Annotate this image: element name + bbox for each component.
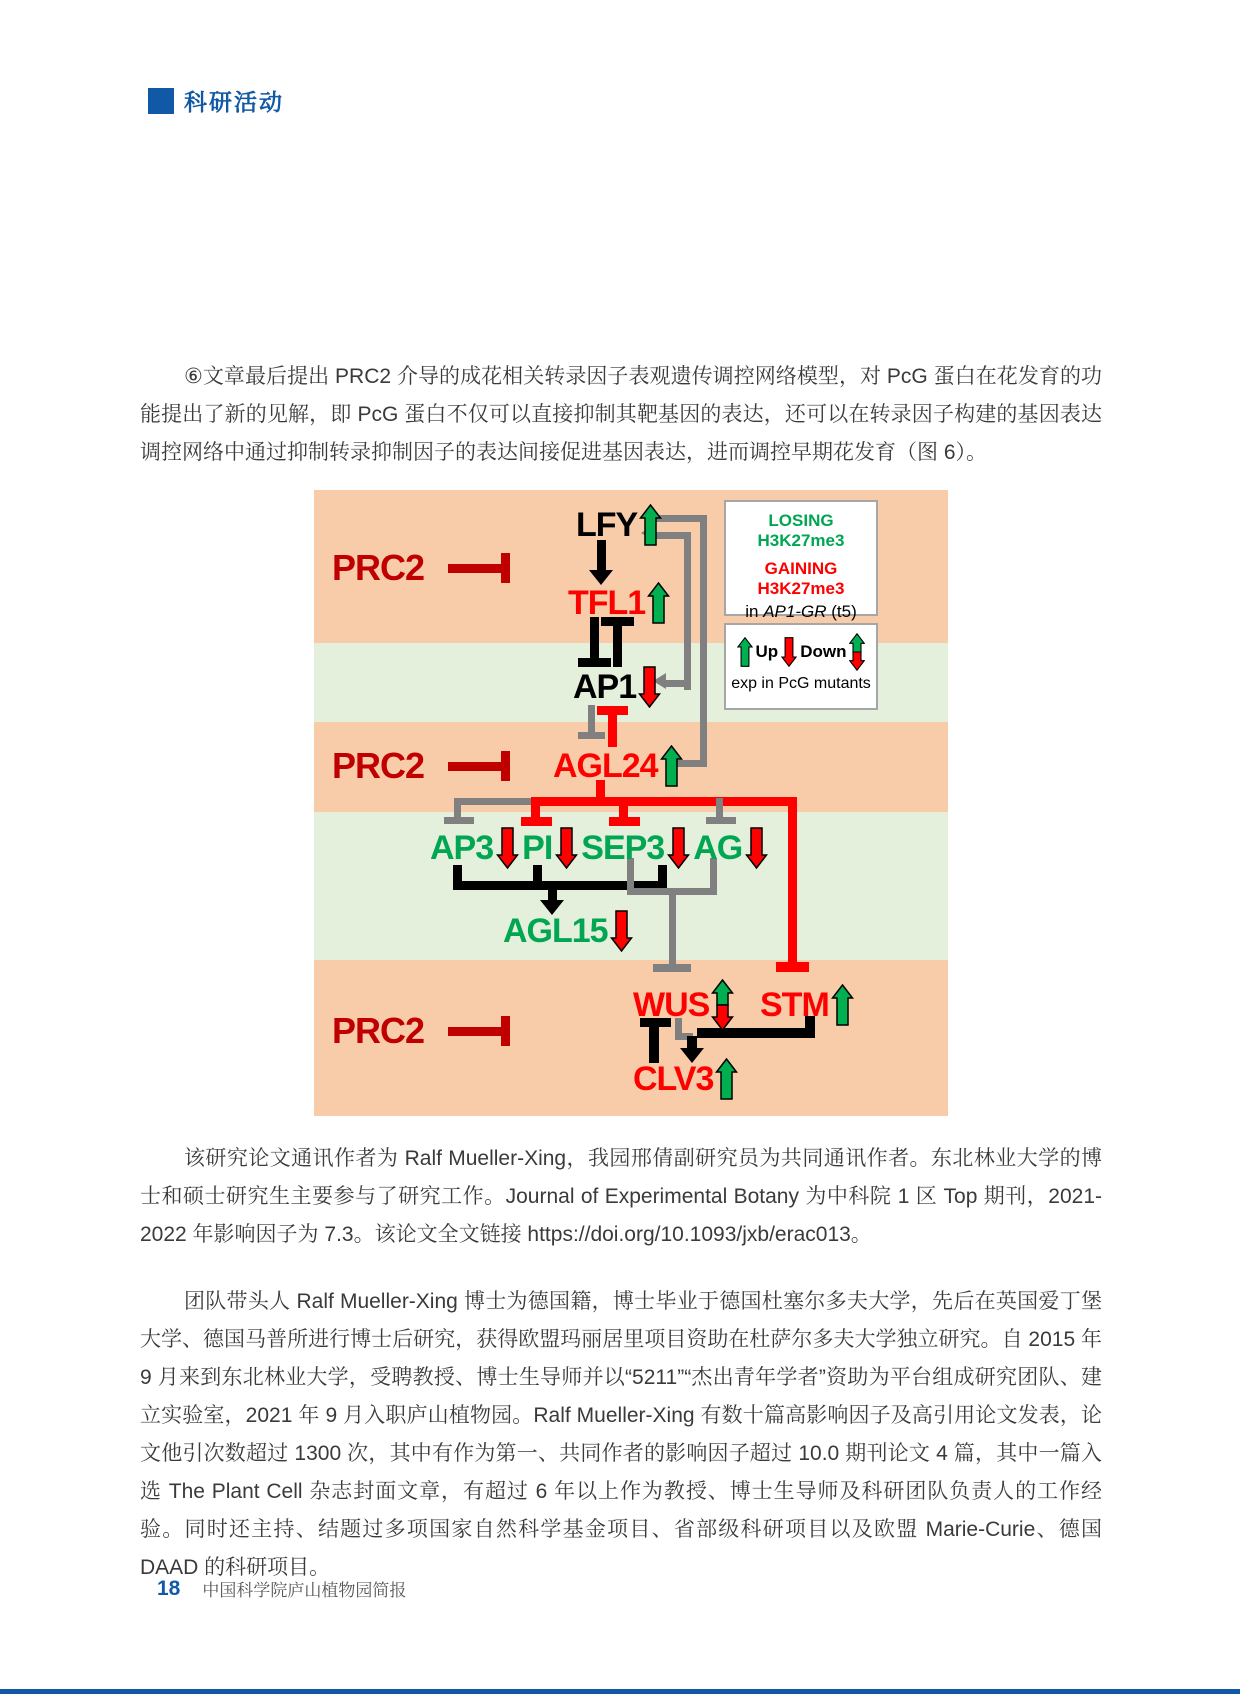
gene-agl24 xyxy=(553,745,683,787)
down-arrow-icon xyxy=(781,637,797,667)
section-marker-square xyxy=(148,88,174,114)
down-arrow-icon xyxy=(667,827,690,869)
down-arrow-icon xyxy=(638,666,661,708)
repression-icon xyxy=(448,1016,510,1046)
prc2-row-2 xyxy=(332,745,510,787)
branch-to-sep3-cap xyxy=(609,817,640,826)
gene-stm xyxy=(760,984,854,1026)
prc2-row-1 xyxy=(332,547,510,589)
legend-arrows-row xyxy=(726,632,876,672)
down-arrow-icon xyxy=(496,827,519,869)
up-arrow-icon xyxy=(647,582,670,624)
down-arrow-icon xyxy=(745,827,768,869)
legend-condition: in AP1-GR (t5) xyxy=(745,602,857,621)
up-down-arrow-icon xyxy=(711,979,734,1031)
prc2-label: PRC2 xyxy=(332,1010,425,1051)
ap1-lfy-line xyxy=(666,680,684,687)
prc2-label: PRC2 xyxy=(332,745,425,786)
branch-to-ag-cap xyxy=(706,817,736,824)
gene-row-ap3-pi-sep3-ag xyxy=(430,827,768,869)
up-down-arrow-icon xyxy=(849,632,865,672)
ap1-lfy-line xyxy=(684,532,691,690)
gene-sep3-label: SEP3 xyxy=(581,829,665,867)
up-arrow-icon xyxy=(639,504,662,546)
gene-wus-label: WUS xyxy=(633,986,710,1024)
represses-wus-line xyxy=(669,888,676,968)
up-arrow-icon xyxy=(831,984,854,1026)
legend-expression xyxy=(724,623,878,710)
gene-pi-label: PI xyxy=(522,829,553,867)
up-arrow-icon xyxy=(660,745,683,787)
gene-clv3 xyxy=(633,1058,738,1100)
gene-tfl1-label: TFL1 xyxy=(568,584,646,622)
paragraph-authors-journal: 该研究论文通讯作者为 Ralf Mueller-Xing，我园邢倩副研究员为共同通讯作者。东北林业大学的博士和硕士研究生主要参与了研究工作。Journal of Experimental Botany 为中科院 1 区 Top 期刊，2021-2022 年影响因子为 7.3。该论文全文链接 https://doi.org/10.1093/jxb/erac013。 xyxy=(140,1147,1102,1246)
down-arrow-icon xyxy=(610,910,633,952)
repression-icon xyxy=(448,553,510,583)
ap1-represses-agl24-cap xyxy=(578,732,605,739)
gene-ap1-label: AP1 xyxy=(573,668,637,706)
prc2-label: PRC2 xyxy=(332,547,425,588)
legend-exp-note: exp in PcG mutants xyxy=(731,675,871,692)
section-title: 科研活动 xyxy=(184,89,284,115)
legend-up-label: Up xyxy=(755,642,779,661)
gene-clv3-label: CLV3 xyxy=(633,1060,714,1098)
prc2-row-3 xyxy=(332,1010,510,1052)
gene-agl15-label: AGL15 xyxy=(503,912,608,950)
gene-wus xyxy=(633,979,734,1031)
gene-tfl1 xyxy=(568,582,670,624)
gene-lfy xyxy=(576,504,662,546)
legend-down-label: Down xyxy=(800,642,847,661)
gene-ap1 xyxy=(573,666,661,708)
gene-agl15 xyxy=(503,910,633,952)
gene-ap3-label: AP3 xyxy=(430,829,494,867)
agl24-targets-bar-gray xyxy=(457,798,539,805)
agl24-to-lfy-line xyxy=(700,515,707,767)
legend-losing-label: LOSING H3K27me3 xyxy=(757,511,845,550)
publication-title: 中国科学院庐山植物园简报 xyxy=(202,1581,407,1600)
paragraph-model-summary: ⑥文章最后提出 PRC2 介导的成花相关转录因子表观遗传调控网络模型，对 PcG 蛋白在花发育的功能提出了新的见解，即 PcG 蛋白不仅可以直接抑制其靶基因的表达，还可以在转录因子构建的基因表达调控网络中通过抑制转录抑制因子的表达间接促进基因表达，进而调控早期花发育（图 6）。 xyxy=(140,365,1102,464)
branch-to-ag-line xyxy=(716,798,723,819)
page-number: 18 xyxy=(157,1576,181,1600)
repression-icon xyxy=(448,751,510,781)
figure-6-network-diagram xyxy=(314,490,948,1116)
section-header xyxy=(148,84,284,117)
paragraph-team-leader-bio: 团队带头人 Ralf Mueller-Xing 博士为德国籍，博士毕业于德国杜塞尔多夫大学，先后在英国爱丁堡大学、德国马普所进行博士后研究，获得欧盟玛丽居里项目资助在杜萨尔多夫大学独立研究。自 2015 年 9 月来到东北林业大学，受聘教授、博士生导师并以“5211”“杰出青年学者”资助为平台组成研究团队、建立实验室，2021 年 9 月入职庐山植物园。Ralf Mueller-Xing 有数十篇高影响因子及高引用论文发表，论文他引次数超过 1300 次，其中有作为第一、共同作者的影响因子超过 10.0 期刊论文 4 篇，其中一篇入选 The Plant Cell 杂志封面文章，有超过 6 年以上作为教授、博士生导师及科研团队负责人的工作经验。同时还主持、结题过多项国家自然科学基金项目、省部级科研项目以及欧盟 Marie-Curie、德国 DAAD 的科研项目。 xyxy=(140,1290,1102,1579)
legend-gaining-label: GAINING H3K27me3 xyxy=(757,559,845,598)
branch-to-pi-cap xyxy=(521,817,552,826)
bottom-edge-bar xyxy=(0,1689,1240,1694)
gene-ag-label: AG xyxy=(693,829,743,867)
agl24-represses-stm-line xyxy=(788,797,797,968)
page-footer xyxy=(157,1576,406,1601)
legend-h3k27me3 xyxy=(724,500,878,621)
gene-stm-label: STM xyxy=(760,986,829,1024)
agl24-represses-stm-cap xyxy=(776,962,809,972)
branch-to-sep3-line xyxy=(619,797,628,819)
legend-condition-gene: AP1-GR xyxy=(763,602,827,621)
up-arrow-icon xyxy=(715,1058,738,1100)
branch-to-pi-line xyxy=(531,797,540,819)
agl24-targets-bar-red xyxy=(537,797,797,806)
gene-lfy-label: LFY xyxy=(576,506,638,544)
branch-to-ap3-line xyxy=(454,798,461,819)
down-arrow-icon xyxy=(555,827,578,869)
represses-wus-cap xyxy=(653,964,691,972)
gene-agl24-label: AGL24 xyxy=(553,747,658,785)
branch-to-ap3-cap xyxy=(444,817,474,824)
up-arrow-icon xyxy=(737,637,753,667)
